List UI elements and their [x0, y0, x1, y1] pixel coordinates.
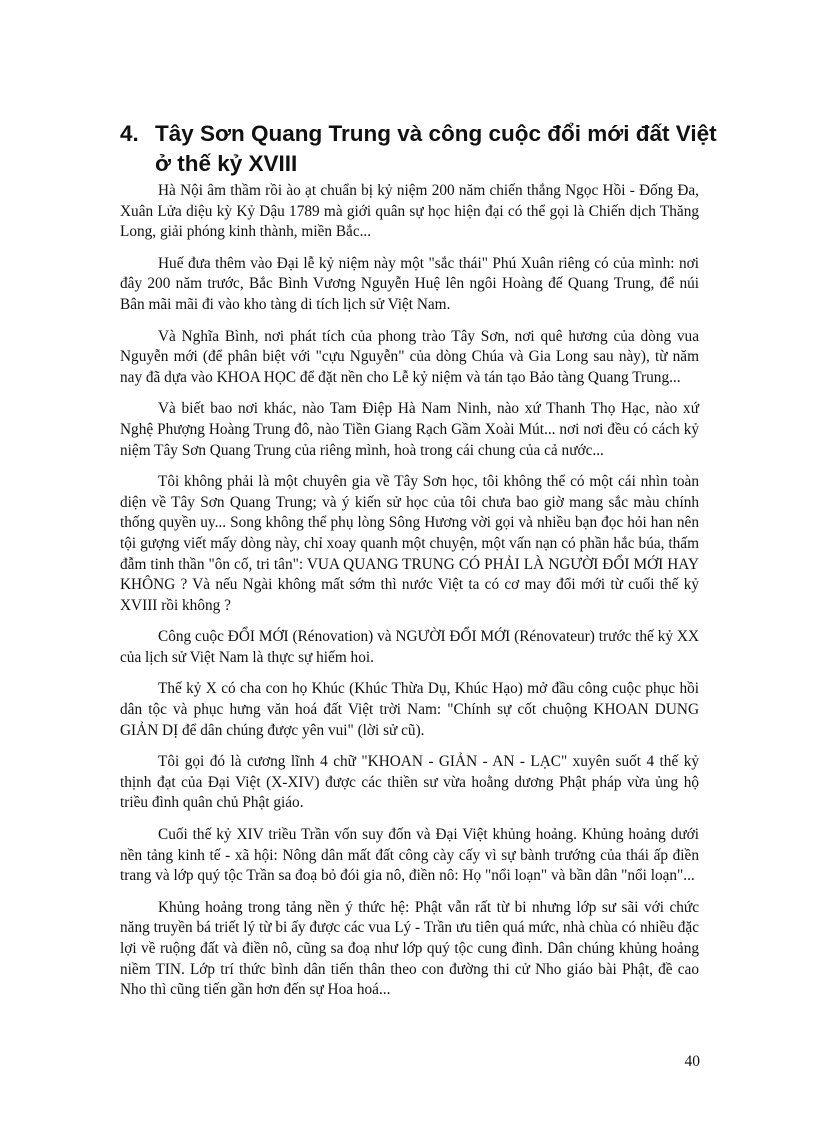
section-heading: [120, 119, 720, 179]
paragraph: Khủng hoảng trong tảng nền ý thức hệ: Phật vẫn rất từ bi nhưng lớp sư sãi với chức năng truyền bá triết lý từ bi ấy được các vua Lý - Trần ưu tiên quá mức, nhà chùa có nhiều đặc lợi về ruộng đất và điền nô, cũng sa đoạ như lớp quý tộc cung đình. Dân chúng khủng hoảng niềm TIN. Lớp trí thức bình dân tiến thân theo con đường thi cử Nho giáo bài Phật, đề cao Nho thì cũng tiến gần hơn đến sự Hoa hoá...: [120, 898, 699, 999]
paragraph: Tôi không phải là một chuyên gia về Tây Sơn học, tôi không thể có một cái nhìn toàn diện về Tây Sơn Quang Trung; và ý kiến sử học của tôi chưa bao giờ mang sắc màu chính thống quyền uy... Song không thể phụ lòng Sông Hương vời gọi và nhiều bạn đọc hỏi han nên tội gượng viết mấy dòng này, chỉ xoay quanh một chuyện, một vấn nạn có phần hắc búa, thấm đẫm tinh thần "ôn cố, tri tân": VUA QUANG TRUNG CÓ PHẢI LÀ NGƯỜI ĐỔI MỚI HAY KHÔNG ? Và nếu Ngài không mất sớm thì nước Việt ta có cơ may đổi mới từ cuối thế kỷ XVIII rồi không ?: [120, 473, 699, 614]
paragraph: Tôi gọi đó là cương lĩnh 4 chữ "KHOAN - GIẢN - AN - LẠC" xuyên suốt 4 thế kỷ thịnh đạt của Đại Việt (X-XIV) được các thiền sư vừa hoằng dương Phật pháp vừa ủng hộ triều đình quân chủ Phật giáo.: [120, 753, 699, 812]
body-text: [120, 181, 699, 1012]
paragraph: Và Nghĩa Bình, nơi phát tích của phong trào Tây Sơn, nơi quê hương của dòng vua Nguyễn mới (để phân biệt với "cựu Nguyễn" của dòng Chúa và Gia Long sau này), từ năm nay đã dựa vào KHOA HỌC để đặt nền cho Lễ kỷ niệm và tán tạo Bảo tàng Quang Trung...: [120, 327, 699, 386]
section-title: Tây Sơn Quang Trung và công cuộc đổi mới đất Việt ở thế kỷ XVIII: [155, 121, 717, 176]
section-number: 4.: [120, 121, 139, 146]
paragraph: Huế đưa thêm vào Đại lễ kỷ niệm này một "sắc thái" Phú Xuân riêng có của mình: nơi đây 200 năm trước, Bắc Bình Vương Nguyễn Huệ lên ngôi Hoàng đế Quang Trung, để núi Bân mãi mãi đi vào kho tàng di tích lịch sử Việt Nam.: [120, 254, 699, 313]
paragraph: Thế kỷ X có cha con họ Khúc (Khúc Thừa Dụ, Khúc Hạo) mở đầu công cuộc phục hồi dân tộc và phục hưng văn hoá đất Việt trời Nam: "Chính sự cốt chuộng KHOAN DUNG GIẢN DỊ để dân chúng được yên vui" (lời sử cũ).: [120, 680, 699, 739]
paragraph: Công cuộc ĐỔI MỚI (Rénovation) và NGƯỜI ĐỔI MỚI (Rénovateur) trước thế kỷ XX của lịch sử Việt Nam là thực sự hiếm hoi.: [120, 628, 699, 666]
paragraph: Cuối thế kỷ XIV triều Trần vốn suy đốn và Đại Việt khủng hoảng. Khủng hoảng dưới nền tảng kinh tế - xã hội: Nông dân mất đất công cày cấy vì sự bành trướng của thái ấp điền trang và lớp quý tộc Trần sa đoạ bỏ đói gia nô, điền nô: Họ "nổi loạn" và bần dân "nổi loạn"...: [120, 826, 699, 885]
page-number: 40: [684, 1053, 700, 1070]
paragraph: Hà Nội âm thầm rồi ào ạt chuẩn bị kỷ niệm 200 năm chiến thắng Ngọc Hồi - Đống Đa, Xuân Lửa diệu kỳ Kỷ Dậu 1789 mà giới quân sự học hiện đại có thể gọi là Chiến dịch Thăng Long, giải phóng kinh thành, miền Bắc...: [120, 182, 699, 241]
paragraph: Và biết bao nơi khác, nào Tam Điệp Hà Nam Ninh, nào xứ Thanh Thọ Hạc, nào xứ Nghệ Phượng Hoàng Trung đô, nào Tiền Giang Rạch Gầm Xoài Mút... nơi nơi đều có cách kỷ niệm Tây Sơn Quang Trung của riêng mình, hoà trong cái chung của cả nước...: [120, 400, 699, 459]
